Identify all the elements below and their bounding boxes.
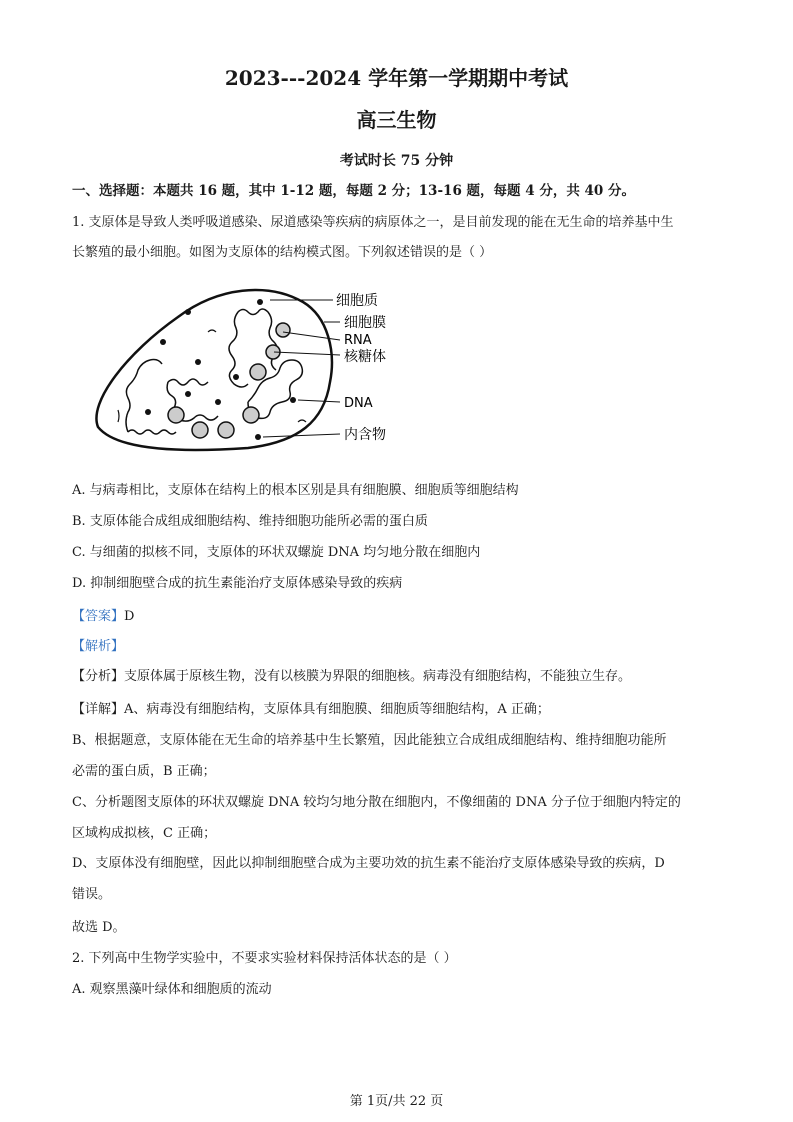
q1-stem-line1: 1. 支原体是导致人类呼吸道感染、尿道感染等疾病的病原体之一，是目前发现的能在无生命的培养基中生 bbox=[72, 215, 674, 230]
xiangjie-line bbox=[72, 702, 550, 718]
q1-stem-line2: 长繁殖的最小细胞。如图为支原体的结构模式图。下列叙述错误的是（ ） bbox=[72, 245, 493, 260]
xiangjie-tag: 【详解】 bbox=[72, 702, 125, 717]
exam-title: 2023---2024 学年第一学期期中考试 bbox=[224, 66, 569, 90]
ribosome bbox=[276, 323, 290, 337]
fenxi-tag: 【分析】 bbox=[72, 669, 125, 684]
c-line2: 区域构成拟核，C 正确； bbox=[72, 826, 217, 841]
fenxi-line bbox=[72, 669, 631, 685]
mycoplasma-figure bbox=[88, 282, 408, 454]
label-membrane: 细胞膜 bbox=[344, 315, 386, 331]
answer-value: D bbox=[124, 609, 135, 624]
q1-option-b: B. 支原体能合成组成细胞结构、维持细胞功能所必需的蛋白质 bbox=[72, 514, 428, 529]
fenxi-text: 支原体属于原核生物，没有以核膜为界限的细胞核。病毒没有细胞结构，不能独立生存。 bbox=[124, 669, 632, 684]
q2-stem: 2. 下列高中生物学实验中，不要求实验材料保持活体状态的是（ ） bbox=[72, 951, 457, 966]
label-ribosome: 核糖体 bbox=[344, 349, 386, 365]
q1-option-d: D. 抑制细胞壁合成的抗生素能治疗支原体感染导致的疾病 bbox=[72, 576, 403, 591]
label-cytoplasm: 细胞质 bbox=[336, 293, 378, 309]
analysis-tag: 【解析】 bbox=[72, 639, 125, 654]
q1-option-c: C. 与细菌的拟核不同，支原体的环状双螺旋 DNA 均匀地分散在细胞内 bbox=[72, 545, 481, 560]
label-inclusion: 内含物 bbox=[344, 427, 386, 443]
ribosome bbox=[192, 422, 208, 438]
d-line2: 错误。 bbox=[72, 887, 112, 902]
answer-tag: 【答案】 bbox=[72, 609, 125, 624]
c-line1: C、分析题图支原体的环状双螺旋 DNA 较均匀地分散在细胞内，不像细菌的 DNA 分子位于细胞内特定的 bbox=[72, 795, 681, 810]
conclusion: 故选 D。 bbox=[72, 920, 126, 935]
xiangjie-text: A、病毒没有细胞结构，支原体具有细胞膜、细胞质等细胞结构，A 正确； bbox=[124, 702, 550, 717]
dna-strand bbox=[126, 360, 176, 435]
page-footer: 第 1页/共 22 页 bbox=[349, 1094, 444, 1109]
ribosome bbox=[218, 422, 234, 438]
q2-option-a: A. 观察黑藻叶绿体和细胞质的流动 bbox=[72, 982, 272, 997]
q1-option-a: A. 与病毒相比，支原体在结构上的根本区别是具有细胞膜、细胞质等细胞结构 bbox=[72, 483, 519, 498]
d-line1: D、支原体没有细胞壁，因此以抑制细胞壁合成为主要功效的抗生素不能治疗支原体感染导致的疾病，D bbox=[72, 856, 665, 871]
section-heading: 一、选择题：本题共 16 题，其中 1-12 题，每题 2 分；13-16 题，每题 4 分，共 40 分。 bbox=[72, 183, 636, 199]
exam-duration: 考试时长 75 分钟 bbox=[339, 153, 454, 169]
label-dna: DNA bbox=[344, 396, 373, 411]
answer-line bbox=[72, 609, 134, 625]
cell-membrane-outline bbox=[96, 290, 331, 450]
b-line2: 必需的蛋白质，B 正确； bbox=[72, 764, 216, 779]
subject-title: 高三生物 bbox=[356, 108, 437, 132]
ribosome bbox=[250, 364, 266, 380]
ribosome bbox=[243, 407, 259, 423]
b-line1: B、根据题意，支原体能在无生命的培养基中生长繁殖，因此能独立合成组成细胞结构、维持细胞功能所 bbox=[72, 733, 667, 748]
ribosome bbox=[168, 407, 184, 423]
label-rna: RNA bbox=[344, 333, 372, 348]
